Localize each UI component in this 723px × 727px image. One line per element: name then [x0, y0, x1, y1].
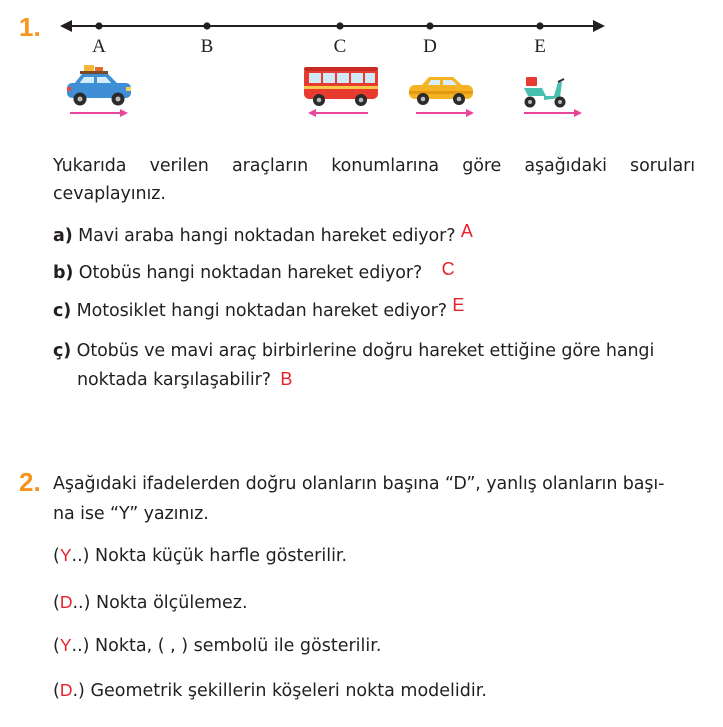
right-arrow-icon [524, 108, 584, 118]
point-e-dot [536, 22, 543, 29]
question-1-item-c-cedilla [53, 337, 654, 365]
question-2-intro-line1: Aşağıdaki ifadelerden doğru olanların başına “D”, yanlış olanların başı- [53, 474, 665, 494]
point-d-dot [426, 22, 433, 29]
question-2-number: 2. [19, 467, 41, 497]
statement-text: Nokta, ( , ) sembolü ile gösterilir. [95, 636, 382, 656]
item-text: Mavi araba hangi noktadan hareket ediyor? [78, 226, 456, 246]
paren-close: .) [72, 681, 85, 701]
left-arrowhead-icon [60, 20, 72, 32]
item-prefix: ç) [53, 341, 72, 361]
point-label-e: E [534, 36, 546, 57]
answer-mark: C [441, 259, 455, 279]
item-prefix: b) [53, 263, 74, 283]
item-prefix: c) [53, 301, 72, 321]
statement-text: Geometrik şekillerin köşeleri nokta modelidir. [90, 681, 487, 701]
point-label-c: C [333, 36, 347, 57]
point-label-d: D [423, 36, 437, 57]
yellow-car-icon [407, 74, 475, 108]
question-1-item-b [53, 258, 455, 287]
paren-open: ( [53, 636, 60, 656]
question-1-intro: Yukarıda verilen araçların konumlarına göre aşağıdaki soruları cevaplayınız. [53, 156, 695, 204]
statement-text: Nokta küçük harfle gösterilir. [95, 546, 348, 566]
answer-mark: B [280, 369, 293, 389]
paren-open: ( [53, 593, 60, 613]
item-text: Otobüs hangi noktadan hareket ediyor? [78, 263, 423, 283]
right-arrow-icon [70, 108, 130, 118]
paren-open: ( [53, 681, 60, 701]
point-label-a: A [92, 36, 106, 57]
number-line [60, 16, 605, 36]
point-c-dot [336, 22, 343, 29]
bus-icon [302, 64, 380, 108]
paren-open: ( [53, 546, 60, 566]
paren-close: ..) [72, 593, 91, 613]
item-prefix: a) [53, 226, 73, 246]
scooter-icon [520, 74, 570, 110]
item-text: Otobüs ve mavi araç birbirlerine doğru hareket ettiğine göre hangi [76, 341, 655, 361]
statement-row [53, 680, 487, 701]
statement-text: Nokta ölçülemez. [96, 593, 248, 613]
point-a-dot [95, 22, 102, 29]
statement-row [53, 592, 248, 613]
answer-mark: A [460, 221, 473, 241]
question-1-item-a [53, 221, 473, 250]
answer-mark: D [59, 680, 73, 700]
question-1-item-c-cedilla-line2 [77, 365, 292, 394]
point-b-dot [203, 22, 210, 29]
statement-row [53, 635, 381, 656]
statement-row [53, 545, 347, 566]
right-arrowhead-icon [593, 20, 605, 32]
item-text: Motosiklet hangi noktadan hareket ediyor? [76, 301, 447, 321]
blue-car-icon [64, 62, 134, 110]
answer-mark: E [452, 295, 465, 315]
right-arrow-icon [416, 108, 476, 118]
question-2-intro-line2: na ise “Y” yazınız. [53, 504, 209, 524]
answer-mark: Y [59, 545, 72, 565]
question-1-number: 1. [19, 12, 41, 42]
left-arrow-icon [308, 108, 368, 118]
answer-mark: Y [59, 635, 72, 655]
question-1-item-c [53, 296, 464, 325]
answer-mark: D [59, 592, 73, 612]
paren-close: ..) [71, 636, 90, 656]
item-text: noktada karşılaşabilir? [77, 370, 271, 390]
point-label-b: B [200, 36, 214, 57]
paren-close: ..) [71, 546, 90, 566]
